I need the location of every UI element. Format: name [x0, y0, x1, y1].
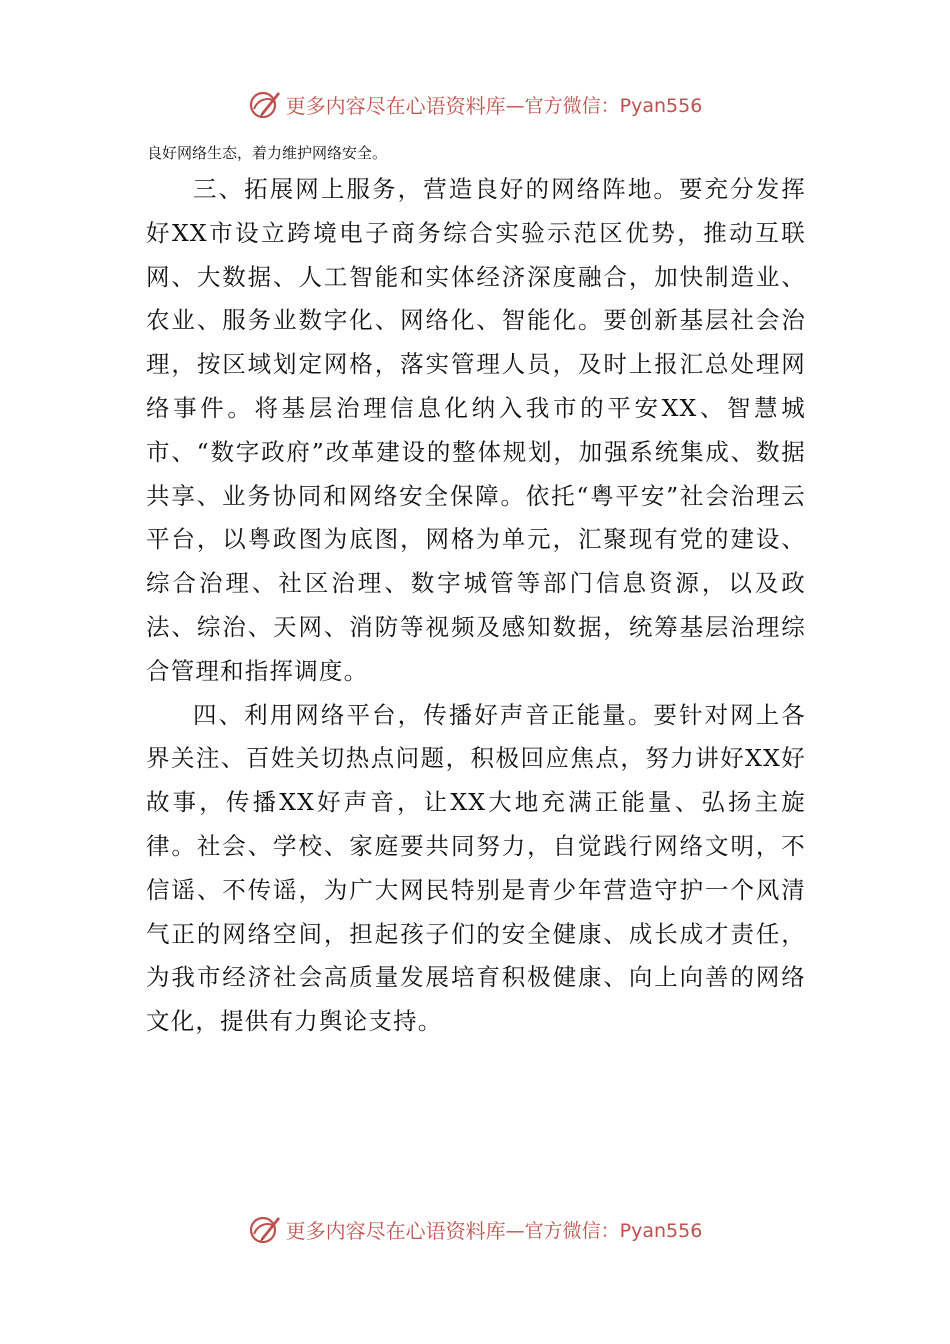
footer-brand-text: 更多内容尽在心语资料库: [285, 1218, 506, 1243]
pen-swirl-logo-icon: [248, 87, 282, 121]
header-wechat-text: —官方微信：Pyan556: [505, 94, 703, 117]
paragraph-three: 三、拓展网上服务，营造良好的网络阵地。要充分发挥好XX市设立跨境电子商务综合实验示范区优势，推动互联网、大数据、人工智能和实体经济深度融合，加快制造业、农业、服务业数字化、网络化、智能化。要创新基层社会治理，按区域划定网格，落实管理人员，及时上报汇总处理网络事件。将基层治理信息化纳入我市的平安XX、智慧城市、“数字政府”改革建设的整体规划，加强系统集成、数据共享、业务协同和网络安全保障。依托“粤平安”社会治理云平台，以粤政图为底图，网格为单元，汇聚现有党的建设、综合治理、社区治理、数字城管等部门信息资源，以及政法、综治、天网、消防等视频及感知数据，统筹基层治理综合管理和指挥调度。: [146, 175, 806, 685]
header-brand-text: 更多内容尽在心语资料库: [285, 93, 506, 118]
footer-wechat-text: —官方微信：Pyan556: [505, 1219, 703, 1242]
lead-line: 良好网络生态，着力维护网络安全。: [147, 144, 388, 162]
pen-swirl-logo-icon: [248, 1212, 282, 1246]
document-body: [146, 168, 806, 1044]
paragraph-four: 四、利用网络平台，传播好声音正能量。要针对网上各界关注、百姓关切热点问题，积极回应焦点，努力讲好XX好故事，传播XX好声音，让XX大地充满正能量、弘扬主旋律。社会、学校、家庭要共同努力，自觉践行网络文明，不信谣、不传谣，为广大网民特别是青少年营造守护一个风清气正的网络空间，担起孩子们的安全健康、成长成才责任，为我市经济社会高质量发展培育积极健康、向上向善的网络文化，提供有力舆论支持。: [146, 700, 806, 1036]
header-banner: [0, 84, 950, 124]
footer-banner: [0, 1209, 950, 1249]
